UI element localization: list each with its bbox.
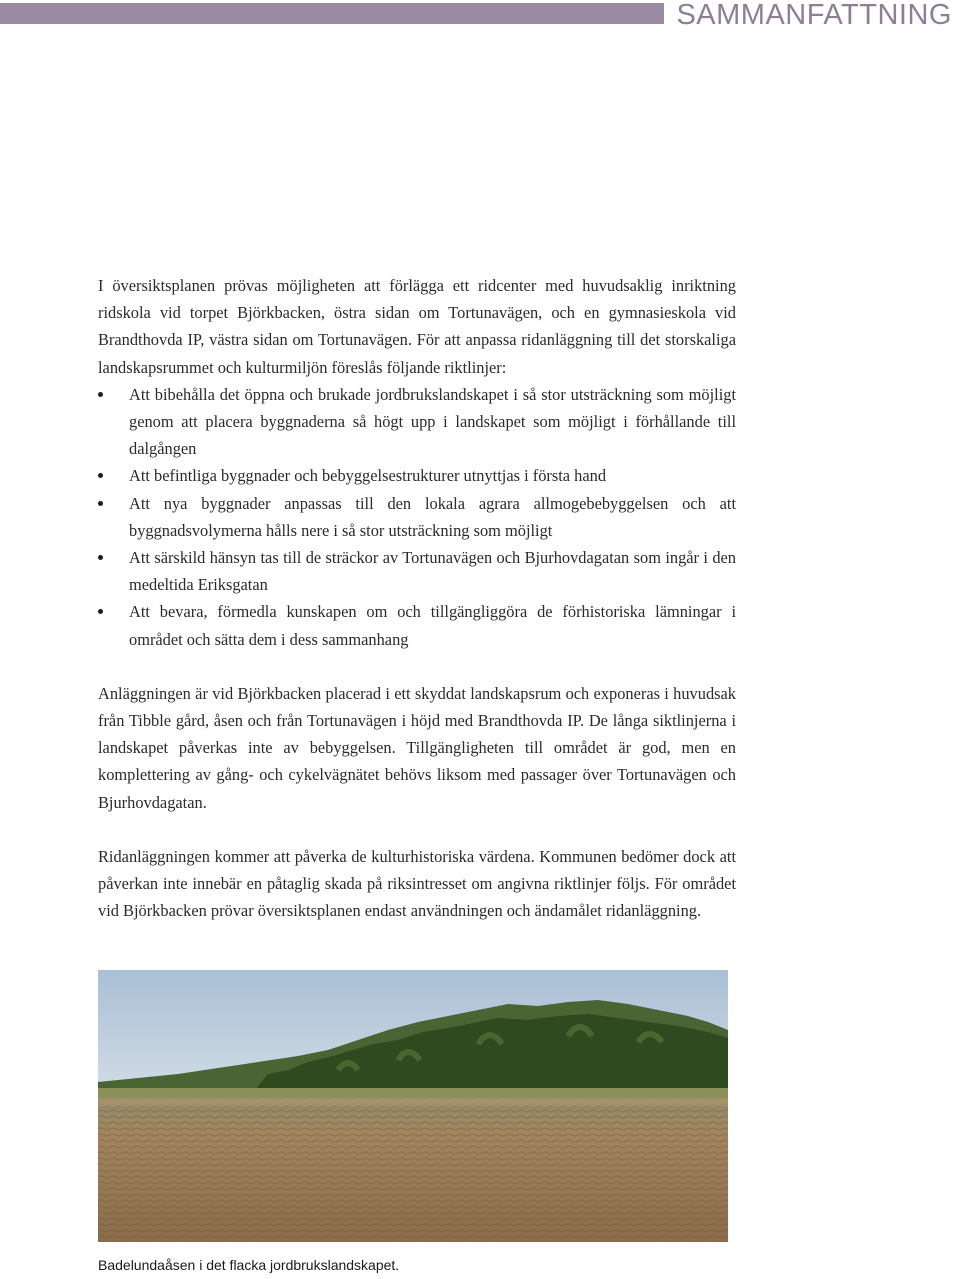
body-paragraph: Ridanläggningen kommer att påverka de kulturhistoriska värdena. Kommunen bedömer dock att påverkan inte innebär en påtaglig skada på riksintresset om angivna riktlinjer följs. För området vid Björkbacken prövar översiktsplanen endast användningen och ändamålet ridanläggning. — [98, 846, 736, 921]
guideline-item: Att befintliga byggnader och bebyggelsestrukturer utnyttjas i första hand — [98, 462, 736, 489]
landscape-illustration — [98, 970, 728, 1242]
guideline-item: Att bevara, förmedla kunskapen om och tillgängliggöra de förhistoriska lämningar i området och sätta dem i dess sammanhang — [98, 598, 736, 652]
guideline-item: Att bibehålla det öppna och brukade jordbrukslandskapet i så stor utsträckning som möjligt genom att placera byggnaderna så högt upp i landskapet som möjligt i förhållande till dalgången — [98, 381, 736, 463]
header-stripe — [0, 3, 664, 24]
section-header — [0, 0, 960, 31]
field-stubble-band — [98, 1098, 728, 1106]
guidelines-list — [98, 381, 736, 653]
guideline-item: Att särskild hänsyn tas till de sträckor av Tortunavägen och Bjurhovdagatan som ingår i den medeltida Eriksgatan — [98, 544, 736, 598]
guideline-item: Att nya byggnader anpassas till den lokala agrara allmogebebyggelsen och att byggnadsvolymerna hålls nere i så stor utsträckning som möjligt — [98, 490, 736, 544]
section-title: SAMMANFATTNING — [676, 0, 952, 31]
body-text — [98, 272, 736, 924]
body-paragraph: Anläggningen är vid Björkbacken placerad i ett skyddat landskapsrum och exponeras i huvudsak från Tibble gård, åsen och från Tortunavägen i höjd med Brandthovda IP. De långa siktlinjerna i landskapet påverkas inte av bebyggelsen. Tillgängligheten till området är god, men en komplettering av gång- och cykelvägnätet behövs liksom med passager över Tortunavägen och Bjurhovdagatan. — [98, 683, 736, 812]
intro-paragraph: I översiktsplanen prövas möjligheten att förlägga ett ridcenter med huvudsaklig inriktning ridskola vid torpet Björkbacken, östra sidan om Tortunavägen, och en gymnasieskola vid Brandthovda IP, västra sidan om Tortunavägen. För att anpassa ridanläggning till det storskaliga landskapsrummet och kulturmiljön föreslås följande riktlinjer: — [98, 276, 736, 377]
field-texture — [98, 1098, 728, 1242]
landscape-photo — [98, 970, 728, 1242]
photo-caption: Badelundaåsen i det flacka jordbrukslandskapet. — [98, 1257, 400, 1273]
